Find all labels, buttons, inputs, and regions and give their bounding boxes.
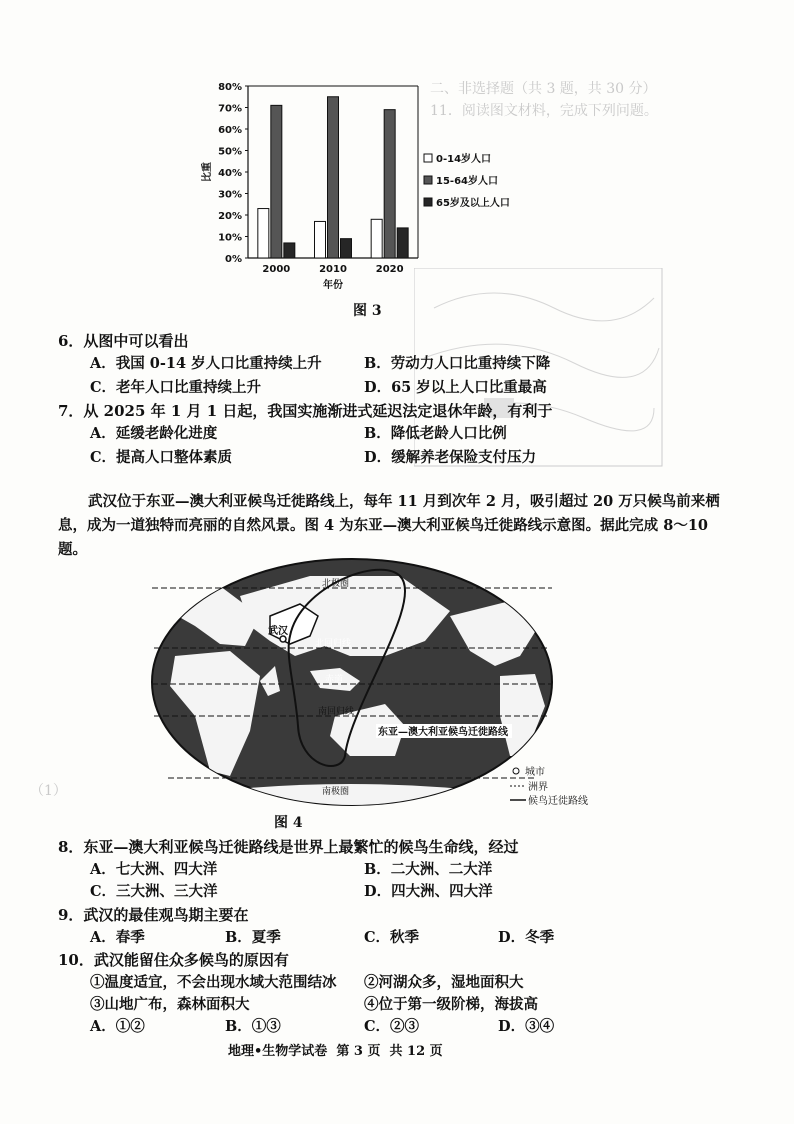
legend-swatch bbox=[424, 154, 432, 162]
legend-city: 城市 bbox=[525, 767, 545, 778]
legend-entry: 65岁及以上人口 bbox=[436, 198, 510, 209]
question-8-option-c[interactable]: C．三大洲、三大洋 bbox=[90, 883, 218, 900]
bar bbox=[371, 219, 382, 258]
page-footer: 地理•生物学试卷 第 3 页 共 12 页 bbox=[228, 1044, 443, 1059]
figure-4-caption: 图 4 bbox=[274, 815, 303, 831]
x-tick-label: 2000 bbox=[262, 264, 291, 275]
label-tropic-of-cancer: 北回归线 bbox=[315, 639, 352, 649]
bar bbox=[328, 97, 339, 258]
question-10-statement-3: ③山地广布，森林面积大 bbox=[90, 996, 250, 1013]
bar bbox=[258, 209, 269, 258]
question-9-option-b[interactable]: B．夏季 bbox=[225, 929, 281, 946]
legend-route: 候鸟迁徙路线 bbox=[528, 796, 588, 807]
y-tick-label: 40% bbox=[218, 168, 242, 179]
migration-route-map bbox=[150, 556, 620, 811]
question-6-stem: 6．从图中可以看出 bbox=[58, 332, 189, 350]
question-10-option-c[interactable]: C．②③ bbox=[364, 1018, 420, 1035]
label-equator: 赤道 bbox=[325, 675, 344, 685]
label-arctic-circle: 北极圈 bbox=[322, 579, 350, 589]
question-9-option-c[interactable]: C．秋季 bbox=[364, 929, 420, 946]
x-tick-label: 2010 bbox=[319, 264, 347, 275]
label-antarctic-circle: 南极圈 bbox=[322, 787, 350, 797]
question-6-option-a[interactable]: A．我国 0-14 岁人口比重持续上升 bbox=[90, 355, 322, 372]
bar bbox=[341, 239, 352, 258]
question-10-option-b[interactable]: B．①③ bbox=[225, 1018, 281, 1035]
question-10-stem: 10．武汉能留住众多候鸟的原因有 bbox=[58, 951, 289, 969]
question-10-option-d[interactable]: D．③④ bbox=[498, 1018, 555, 1035]
question-8-option-a[interactable]: A．七大洲、四大洋 bbox=[90, 861, 218, 878]
question-6-option-d[interactable]: D．65 岁以上人口比重最高 bbox=[364, 379, 547, 396]
question-6-option-b[interactable]: B．劳动力人口比重持续下降 bbox=[364, 355, 551, 372]
y-tick-label: 70% bbox=[218, 103, 242, 115]
y-axis-label: 比重 bbox=[202, 162, 213, 182]
label-route: 东亚—澳大利亚候鸟迁徙路线 bbox=[378, 727, 508, 738]
question-10-statement-1: ①温度适宜，不会出现水域大范围结冰 bbox=[90, 974, 337, 991]
question-8-option-b[interactable]: B．二大洲、二大洋 bbox=[364, 861, 493, 878]
y-tick-label: 80% bbox=[218, 82, 242, 93]
legend-entry: 15-64岁人口 bbox=[436, 176, 498, 187]
bleed-text: 11．阅读图文材料，完成下列问题。 bbox=[430, 103, 658, 119]
label-wuhan: 武汉 bbox=[268, 626, 288, 637]
bar bbox=[271, 105, 282, 258]
question-7-option-d[interactable]: D．缓解养老保险支付压力 bbox=[364, 449, 537, 466]
legend-swatch bbox=[424, 176, 432, 184]
bar bbox=[397, 228, 408, 258]
question-9-stem: 9．武汉的最佳观鸟期主要在 bbox=[58, 906, 249, 924]
x-tick-label: 2020 bbox=[375, 264, 404, 275]
bar bbox=[284, 243, 295, 258]
y-tick-label: 20% bbox=[218, 211, 242, 222]
question-9-option-d[interactable]: D．冬季 bbox=[498, 929, 555, 946]
legend-entry: 0-14岁人口 bbox=[436, 154, 492, 165]
y-tick-label: 0% bbox=[225, 254, 242, 265]
y-tick-label: 50% bbox=[218, 146, 242, 158]
label-tropic-of-capricorn: 南回归线 bbox=[318, 707, 355, 717]
legend-swatch bbox=[424, 198, 432, 206]
y-tick-label: 60% bbox=[218, 125, 242, 136]
bar bbox=[315, 221, 326, 258]
question-6-option-c[interactable]: C．老年人口比重持续上升 bbox=[90, 379, 262, 396]
question-9-option-a[interactable]: A．春季 bbox=[90, 929, 145, 946]
question-7-option-b[interactable]: B．降低老龄人口比例 bbox=[364, 425, 507, 442]
y-tick-label: 10% bbox=[218, 232, 242, 244]
bleed-text: 二、非选择题（共 3 题，共 30 分） bbox=[430, 81, 657, 97]
question-10-statement-2: ②河湖众多，湿地面积大 bbox=[364, 974, 524, 991]
question-7-option-c[interactable]: C．提高人口整体素质 bbox=[90, 449, 233, 466]
question-7-option-a[interactable]: A．延缓老龄化进度 bbox=[90, 425, 218, 442]
question-10-option-a[interactable]: A．①② bbox=[90, 1018, 145, 1035]
figure-3-caption: 图 3 bbox=[353, 303, 382, 319]
legend-boundary: 洲界 bbox=[528, 782, 548, 793]
legend-city-icon bbox=[513, 768, 519, 774]
continent-antarctica bbox=[190, 784, 510, 811]
bleed-text: （1） bbox=[30, 783, 67, 799]
passage-text: 武汉位于东亚—澳大利亚候鸟迁徙路线上，每年 11 月到次年 2 月，吸引超过 20 万只候鸟前来栖息，成为一道独特而亮丽的自然风景。图 4 为东亚—澳大利亚候鸟迁徙路线示意图。据此完成 8～10 题。 bbox=[58, 493, 720, 558]
bar bbox=[384, 110, 395, 258]
question-8-option-d[interactable]: D．四大洲、四大洋 bbox=[364, 883, 493, 900]
x-axis-label: 年份 bbox=[323, 280, 343, 291]
question-10-statement-4: ④位于第一级阶梯，海拔高 bbox=[364, 996, 538, 1013]
question-8-stem: 8．东亚—澳大利亚候鸟迁徙路线是世界上最繁忙的候鸟生命线，经过 bbox=[58, 838, 519, 856]
question-7-stem: 7．从 2025 年 1 月 1 日起，我国实施渐进式延迟法定退休年龄，有利于 bbox=[58, 402, 553, 420]
y-tick-label: 30% bbox=[218, 189, 242, 201]
